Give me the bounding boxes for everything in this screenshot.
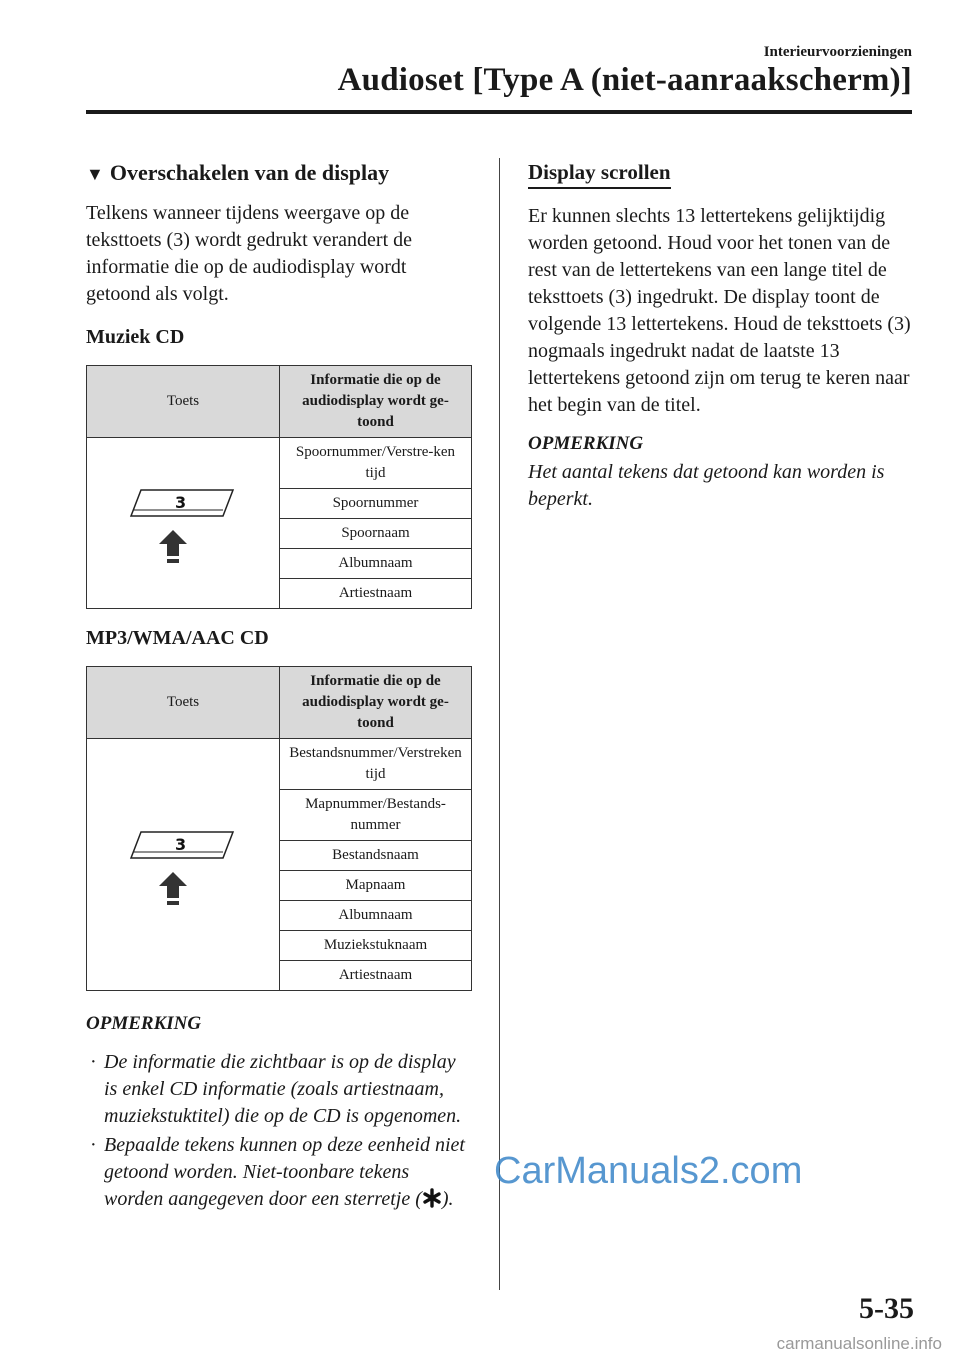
watermark: CarManuals2.com [494, 1150, 803, 1192]
table-cell: Albumnaam [280, 549, 472, 579]
table-cell: Bestandsnaam [280, 841, 472, 871]
table-label-cd: Muziek CD [86, 326, 185, 348]
left-column [86, 160, 472, 1215]
table-cell: Mapnummer/Bestands-nummer [280, 790, 472, 841]
table-row [87, 739, 472, 790]
section-heading-text: Overschakelen van de display [109, 160, 390, 185]
note-text: De informatie die zichtbaar is op de display is enkel CD informatie (zoals artiestnaam, muziekstuktitel) die op de CD is opgenomen. [104, 1051, 462, 1127]
right-column [528, 160, 918, 513]
table-cell: Spoornummer [280, 489, 472, 519]
table-cell: Artiestnaam [280, 961, 472, 991]
table-row [87, 438, 472, 489]
intro-paragraph: Telkens wanneer tijdens weergave op de teksttoets (3) wordt gedrukt verandert de informatie die op de audiodisplay wordt getoond als volgt. [86, 202, 413, 305]
key-number: 3 [175, 834, 187, 854]
table-cell: Bestandsnummer/Verstreken tijd [280, 739, 472, 790]
text-key-icon [123, 820, 243, 910]
note-label-right: OPMERKING [528, 433, 644, 454]
page-number: 5-35 [859, 1292, 914, 1325]
note-item [86, 1132, 472, 1213]
text-key-illustration [123, 820, 243, 910]
key-number: 3 [175, 493, 187, 512]
bullet: · [90, 1051, 97, 1073]
table-mp3-cd [86, 666, 472, 991]
bullet: · [90, 1134, 97, 1156]
page-title: Audioset [Type A (niet-aanraakscherm)] [337, 62, 912, 98]
footer-watermark: carmanualsonline.info [776, 1334, 942, 1353]
section-heading [86, 160, 472, 186]
table-header-row [87, 667, 472, 739]
note-label: OPMERKING [86, 1013, 202, 1034]
note-text: Bepaalde tekens kunnen op deze eenheid niet getoond worden. Niet-toonbare tekens worden aangegeven door een sterretje ( [104, 1134, 465, 1210]
table-cell: Albumnaam [280, 901, 472, 931]
column-divider [499, 158, 500, 1290]
note-item [86, 1049, 472, 1130]
table-label-mp3: MP3/WMA/AAC CD [86, 627, 269, 649]
col-header-key: Toets [87, 366, 280, 438]
note-tail: ). [441, 1188, 454, 1210]
col-header-info: Informatie die op de audiodisplay wordt ge-toond [280, 366, 472, 438]
note-list [86, 1049, 472, 1213]
table-cell: Muziekstuknaam [280, 931, 472, 961]
table-cell: Mapnaam [280, 871, 472, 901]
text-key-icon [123, 478, 243, 568]
key-illustration-cell [87, 438, 280, 609]
note-text-right: Het aantal tekens dat getoond kan worden is beperkt. [528, 461, 885, 510]
header-rule [86, 110, 912, 114]
table-cell: Spoornummer/Verstre-ken tijd [280, 438, 472, 489]
table-music-cd [86, 365, 472, 609]
display-scroll-heading: Display scrollen [528, 160, 671, 189]
header-section: Interieurvoorzieningen [763, 44, 912, 60]
text-key-illustration [123, 478, 243, 568]
display-scroll-paragraph: Er kunnen slechts 13 lettertekens gelijktijdig worden getoond. Houd voor het tonen van de rest van de lettertekens van een lange titel de teksttoets (3) ingedrukt. De display toont de volgende 13 lettertekens. Houd de teksttoets (3) nogmaals ingedrukt nadat de laatste 13 lettertekens getoond zijn om terug te keren naar het begin van de titel. [528, 205, 911, 416]
triangle-marker-icon: ▼ [86, 164, 104, 184]
table-cell: Spoornaam [280, 519, 472, 549]
key-illustration-cell [87, 739, 280, 991]
table-header-row [87, 366, 472, 438]
table-cell: Artiestnaam [280, 579, 472, 609]
col-header-key: Toets [87, 667, 280, 739]
col-header-info: Informatie die op de audiodisplay wordt ge-toond [280, 667, 472, 739]
asterisk-icon [422, 1188, 442, 1208]
